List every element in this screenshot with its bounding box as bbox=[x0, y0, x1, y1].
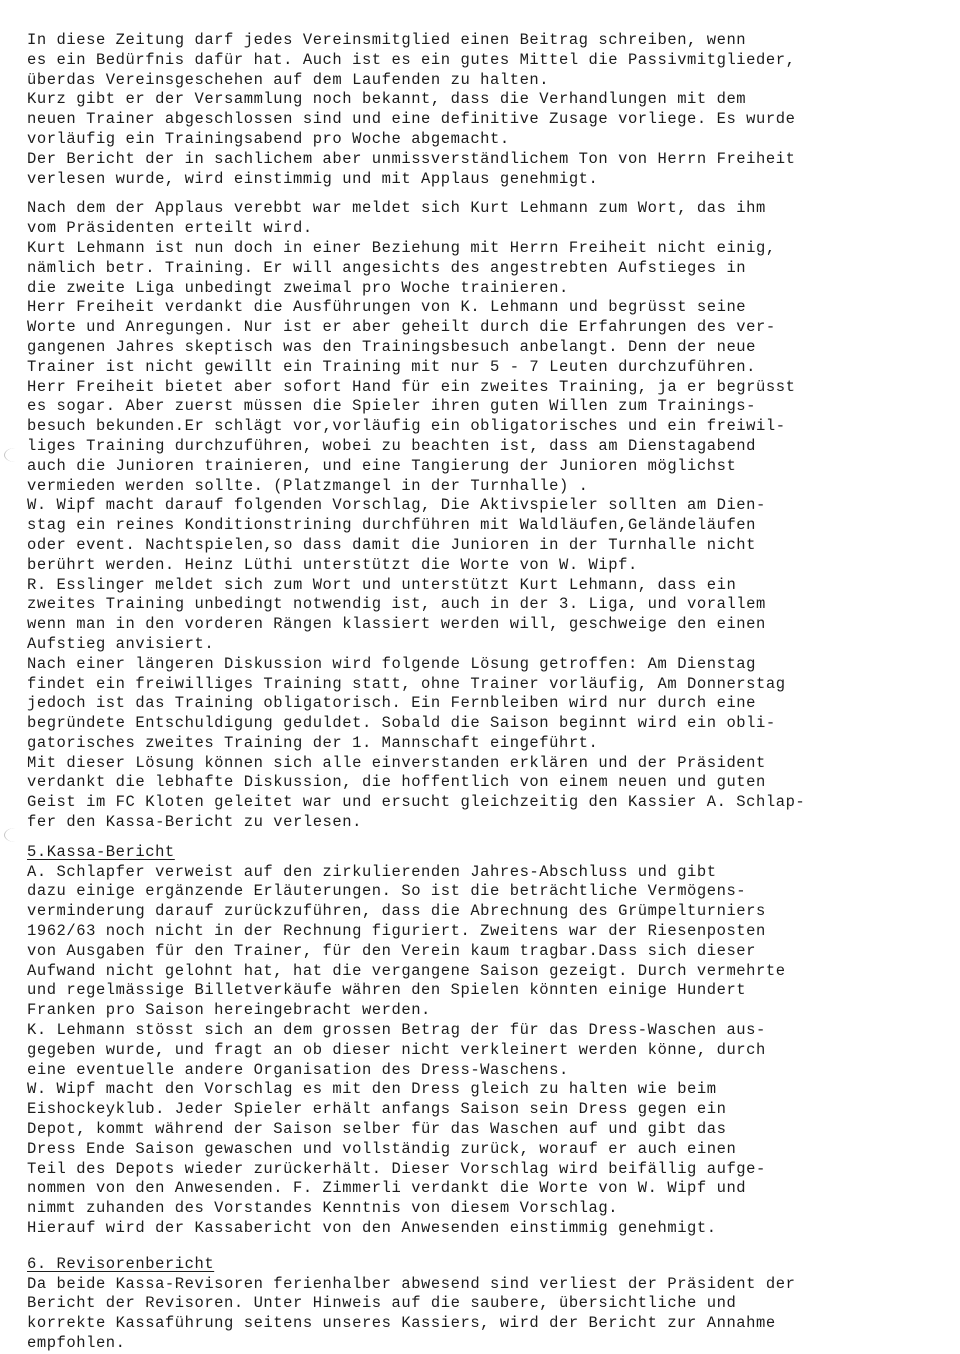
text-line: berührt werden. Heinz Lüthi unterstützt die Worte von W. Wipf. bbox=[27, 555, 638, 574]
section-heading-revisorenbericht: 6. Revisorenbericht bbox=[27, 1254, 215, 1273]
text-line: Franken pro Saison hereingebracht werden. bbox=[27, 1001, 431, 1020]
text-line: Der Bericht der in sachlichem aber unmissverständlichem Ton von Herrn Freiheit bbox=[27, 149, 796, 168]
text-line: es sogar. Aber zuerst müssen die Spieler ihren guten Willen zum Trainings- bbox=[27, 397, 757, 416]
text-line: Teil des Depots wieder zurückerhält. Dieser Vorschlag wird beifällig aufge- bbox=[27, 1159, 766, 1178]
paragraph-block-2 bbox=[27, 199, 946, 833]
text-line: begründete Entschuldigung geduldet. Sobald die Saison beginnt wird ein obli- bbox=[27, 714, 776, 733]
text-line: In diese Zeitung darf jedes Vereinsmitglied einen Beitrag schreiben, wenn bbox=[27, 31, 747, 49]
text-line: Herr Freiheit verdankt die Ausführungen von K. Lehmann und begrüsst seine bbox=[27, 298, 747, 317]
text-line: 1962/63 noch nicht in der Rechnung figuriert. Zweitens war der Riesenposten bbox=[27, 922, 766, 941]
text-line: Depot, kommt während der Saison selber für das Waschen auf und gibt das bbox=[27, 1120, 727, 1139]
text-line: Kurz gibt er der Versammlung noch bekannt, dass die Verhandlungen mit dem bbox=[27, 90, 747, 109]
text-line: Herr Freiheit bietet aber sofort Hand für ein zweites Training, ja er begrüsst bbox=[27, 377, 796, 396]
text-line: Bericht der Revisoren. Unter Hinweis auf die saubere, übersichtliche und bbox=[27, 1294, 737, 1313]
margin-mark bbox=[4, 828, 27, 842]
text-line: neuen Trainer abgeschlossen sind und eine definitive Zusage vorliege. Es wurde bbox=[27, 110, 796, 129]
text-line: gatorisches zweites Training der 1. Mannschaft eingeführt. bbox=[27, 733, 599, 752]
text-line: liges Training durchzuführen, wobei zu beachten ist, dass am Dienstagabend bbox=[27, 436, 757, 455]
text-line: nommen von den Anwesenden. F. Zimmerli verdankt die Worte von W. Wipf und bbox=[27, 1179, 747, 1198]
text-line: empfohlen. bbox=[27, 1334, 126, 1352]
text-line: zweites Training unbedingt notwendig ist, auch in der 3. Liga, und vorallem bbox=[27, 595, 766, 614]
text-line: Hierauf wird der Kassabericht von den Anwesenden einstimmig genehmigt. bbox=[27, 1219, 717, 1238]
text-line: Aufstieg anvisiert. bbox=[27, 634, 215, 653]
text-line: überdas Vereinsgeschehen auf dem Laufenden zu halten. bbox=[27, 70, 550, 89]
text-line: es ein Bedürfnis dafür hat. Auch ist es ein gutes Mittel die Passivmitglieder, bbox=[27, 50, 796, 69]
section-body-revisorenbericht bbox=[27, 1275, 946, 1354]
text-line: nämlich betr. Training. Er will angesichts des angestrebten Aufstieges in bbox=[27, 258, 747, 277]
text-line: fer den Kassa-Bericht zu verlesen. bbox=[27, 813, 362, 832]
text-line: wenn man in den vorderen Rängen klassiert werden will, geschweige den einen bbox=[27, 615, 766, 634]
text-line: W. Wipf macht darauf folgenden Vorschlag, Die Aktivspieler sollten am Dien- bbox=[27, 496, 766, 515]
text-line: Eishockeyklub. Jeder Spieler erhält anfangs Saison sein Dress gegen ein bbox=[27, 1100, 727, 1119]
text-line: besuch bekunden.Er schlägt vor,vorläufig ein obligatorisches und ein freiwil- bbox=[27, 417, 786, 436]
text-line: vorläufig ein Trainingsabend pro Woche abgemacht. bbox=[27, 129, 510, 148]
text-line: Trainer ist nicht gewillt ein Training mit nur 5 - 7 Leuten durchzuführen. bbox=[27, 357, 757, 376]
text-line: oder event. Nachtspielen,so dass damit die Junioren in der Turnhalle nicht bbox=[27, 535, 757, 554]
text-line: Dress Ende Saison gewaschen und vollständig zurück, worauf er auch einen bbox=[27, 1139, 737, 1158]
text-line: stag ein reines Konditionstrining durchführen mit Waldläufen,Geländeläufen bbox=[27, 516, 757, 535]
text-line: verdankt die lebhafte Diskussion, die hoffentlich von einem neuen und guten bbox=[27, 773, 766, 792]
text-line: Da beide Kassa-Revisoren ferienhalber abwesend sind verliest der Präsident der bbox=[27, 1274, 796, 1293]
text-line: vom Präsidenten erteilt wird. bbox=[27, 219, 313, 238]
text-line: Worte und Anregungen. Nur ist er aber geheilt durch die Erfahrungen des ver- bbox=[27, 318, 776, 337]
text-line: eine eventuelle andere Organisation des Dress-Waschens. bbox=[27, 1060, 569, 1079]
section-body-kassa-bericht bbox=[27, 863, 946, 1239]
text-line: W. Wipf macht den Vorschlag es mit den Dress gleich zu halten wie beim bbox=[27, 1080, 717, 1099]
text-line: Geist im FC Kloten geleitet war und ersucht gleichzeitig den Kassier A. Schlap- bbox=[27, 793, 806, 812]
text-line: und regelmässige Billetverkäufe währen den Spielen könnten einige Hundert bbox=[27, 981, 747, 1000]
paragraph-gap bbox=[27, 189, 946, 199]
paragraph-block-1 bbox=[27, 31, 946, 189]
text-line: verlesen wurde, wird einstimmig und mit Applaus genehmigt. bbox=[27, 169, 599, 188]
text-line: Mit dieser Lösung können sich alle einverstanden erklären und der Präsident bbox=[27, 753, 766, 772]
text-line: nimmt zuhanden des Vorstandes Kenntnis von diesem Vorschlag. bbox=[27, 1199, 619, 1218]
text-line: jedoch ist das Training obligatorisch. Ein Fernbleiben wird nur durch eine bbox=[27, 694, 757, 713]
text-line: Aufwand nicht gelohnt hat, hat die vergangene Saison gezeigt. Durch vermehrte bbox=[27, 961, 786, 980]
text-line: gegeben wurde, und fragt an ob dieser nicht verkleinert werden könne, durch bbox=[27, 1040, 766, 1059]
text-line: vermieden werden sollte. (Platzmangel in der Turnhalle) . bbox=[27, 476, 589, 495]
text-line: Kurt Lehmann ist nun doch in einer Beziehung mit Herrn Freiheit nicht einig, bbox=[27, 238, 776, 257]
text-line: korrekte Kassaführung seitens unseres Kassiers, wird der Bericht zur Annahme bbox=[27, 1314, 776, 1333]
text-line: auch die Junioren trainieren, und eine Tangierung der Junioren möglichst bbox=[27, 456, 737, 475]
margin-mark bbox=[4, 448, 27, 462]
text-line: gangenen Jahres skeptisch was den Trainingsbesuch anbelangt. Denn der neue bbox=[27, 337, 757, 356]
text-line: K. Lehmann stösst sich an dem grossen Betrag der für das Dress-Waschen aus- bbox=[27, 1021, 766, 1040]
section-heading-kassa-bericht: 5.Kassa-Bericht bbox=[27, 842, 175, 861]
text-line: findet ein freiwilliges Training statt, ohne Trainer vorläufig, Am Donnerstag bbox=[27, 674, 786, 693]
text-line: von Ausgaben für den Trainer, für den Verein kaum tragbar.Dass sich dieser bbox=[27, 941, 757, 960]
text-line: dazu einige ergänzende Erläuterungen. So ist die beträchtliche Vermögens- bbox=[27, 882, 747, 901]
text-line: verminderung darauf zurückzuführen, dass die Abrechnung des Grümpelturniers bbox=[27, 902, 766, 921]
section-gap bbox=[27, 1239, 946, 1255]
text-line: Nach einer längeren Diskussion wird folgende Lösung getroffen: Am Dienstag bbox=[27, 654, 757, 673]
text-line: A. Schlapfer verweist auf den zirkulierenden Jahres-Abschluss und gibt bbox=[27, 862, 717, 881]
text-line: Nach dem der Applaus verebbt war meldet sich Kurt Lehmann zum Wort, das ihm bbox=[27, 199, 766, 218]
section-gap bbox=[27, 833, 946, 843]
text-line: die zweite Liga unbedingt zweimal pro Woche trainieren. bbox=[27, 278, 569, 297]
text-line: R. Esslinger meldet sich zum Wort und unterstützt Kurt Lehmann, dass ein bbox=[27, 575, 737, 594]
